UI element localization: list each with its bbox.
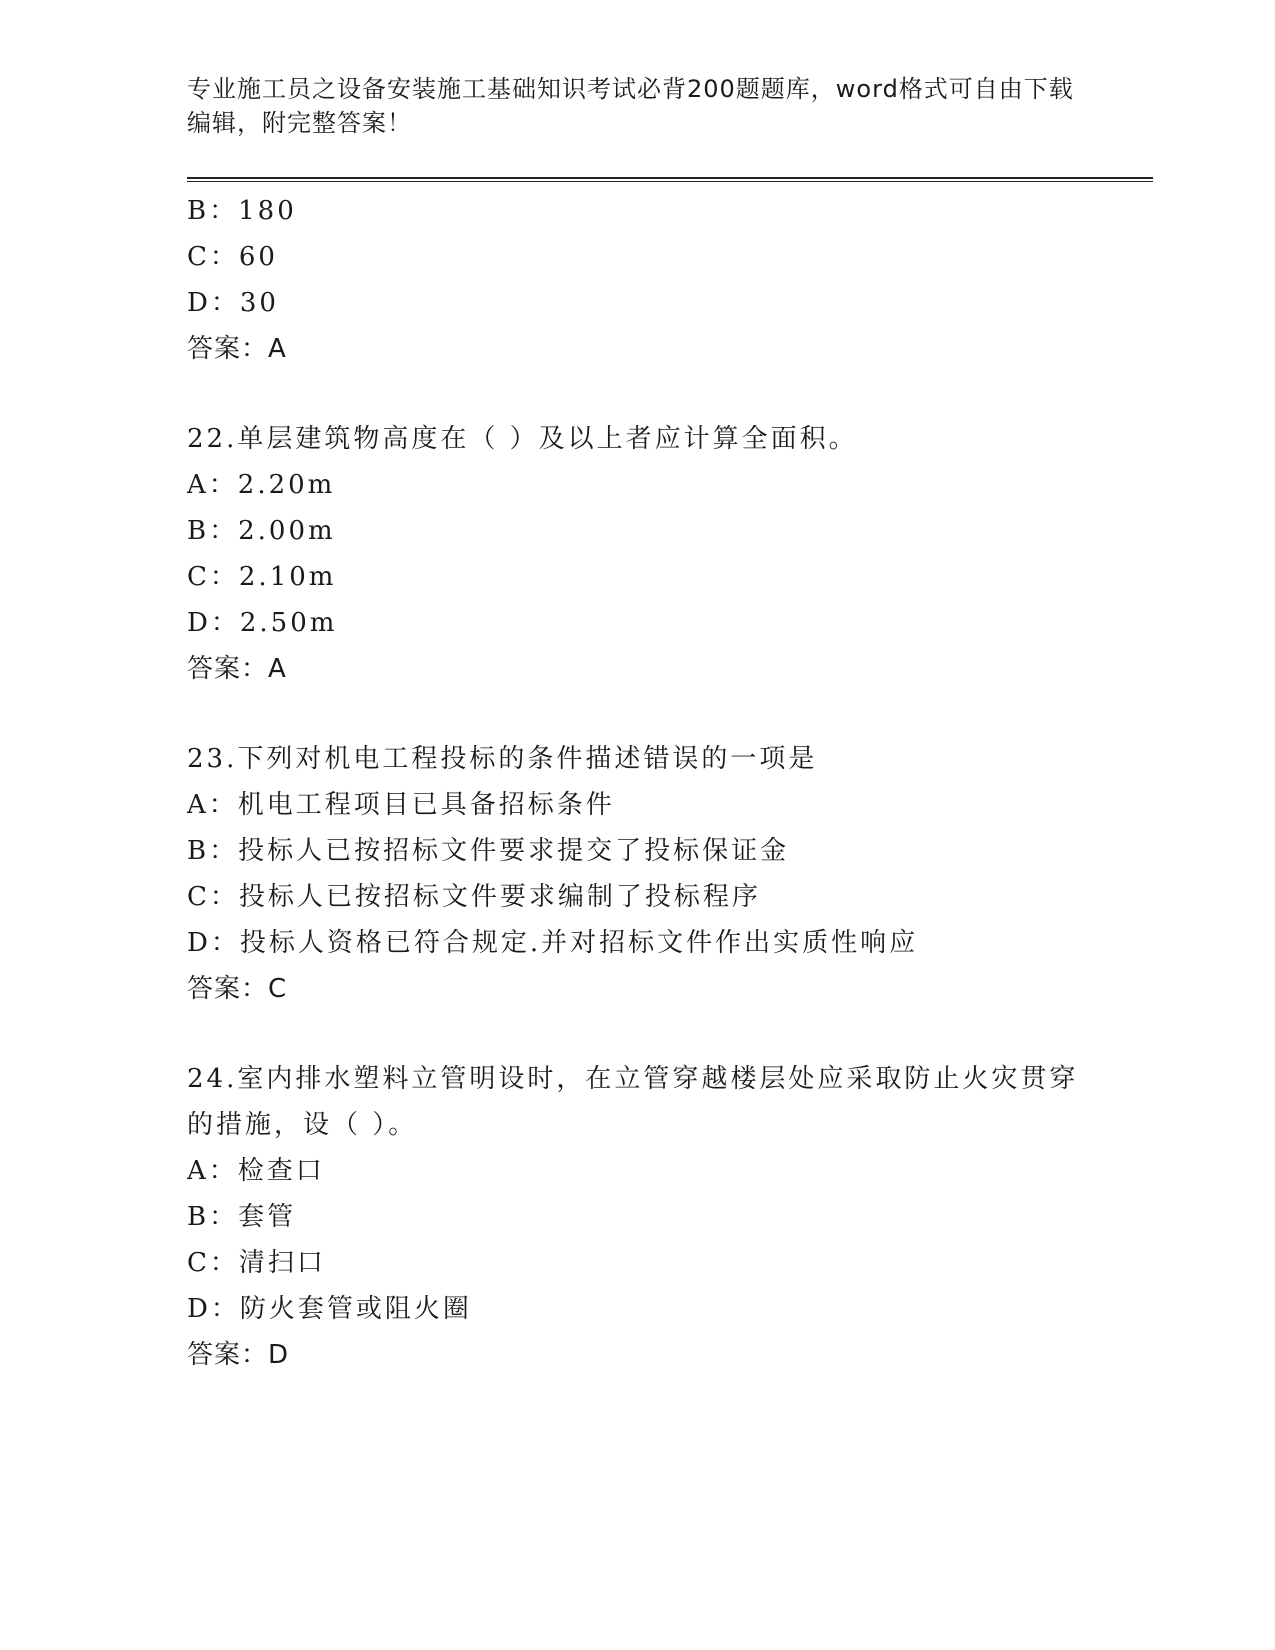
question-23-block [187,736,1087,1012]
spacer [187,372,1087,416]
option-a: A：检查口 [187,1156,325,1186]
question-24-block [187,1056,1087,1378]
question-text-line-2: 的措施，设（ ）。 [187,1110,418,1140]
answer-line: 答案：D [187,1340,290,1370]
option-b: B：套管 [187,1202,297,1232]
option-b: B：投标人已按招标文件要求提交了投标保证金 [187,836,790,866]
option-d: D：投标人资格已符合规定.并对招标文件作出实质性响应 [187,928,919,958]
spacer [187,1012,1087,1056]
option-c: C：60 [187,242,278,272]
option-b: B：2.00m [187,516,336,546]
header-divider-thick [187,177,1153,179]
header-title-line-2: 编辑，附完整答案！ [187,109,412,137]
option-d: D：2.50m [187,608,338,638]
document-header [187,72,1087,140]
option-c: C：清扫口 [187,1248,326,1278]
header-divider-thin [187,181,1153,182]
option-a: A：机电工程项目已具备招标条件 [187,790,615,820]
question-text: 22.单层建筑物高度在（ ）及以上者应计算全面积。 [187,424,858,454]
option-c: C：2.10m [187,562,337,592]
header-title-line-1: 专业施工员之设备安装施工基础知识考试必背200题题库，word格式可自由下载 [187,75,1074,103]
option-d: D：30 [187,288,279,318]
question-22-block [187,416,1087,692]
option-a: A：2.20m [187,470,336,500]
answer-line: 答案：A [187,334,287,364]
question-21-block [187,188,1087,372]
option-c: C：投标人已按招标文件要求编制了投标程序 [187,882,761,912]
answer-line: 答案：C [187,974,288,1004]
question-text: 23.下列对机电工程投标的条件描述错误的一项是 [187,744,818,774]
spacer [187,692,1087,736]
option-b: B：180 [187,196,297,226]
question-list [187,188,1087,1378]
option-d: D：防火套管或阻火圈 [187,1294,472,1324]
question-text-line-1: 24.室内排水塑料立管明设时，在立管穿越楼层处应采取防止火灾贯穿 [187,1064,1079,1094]
answer-line: 答案：A [187,654,287,684]
